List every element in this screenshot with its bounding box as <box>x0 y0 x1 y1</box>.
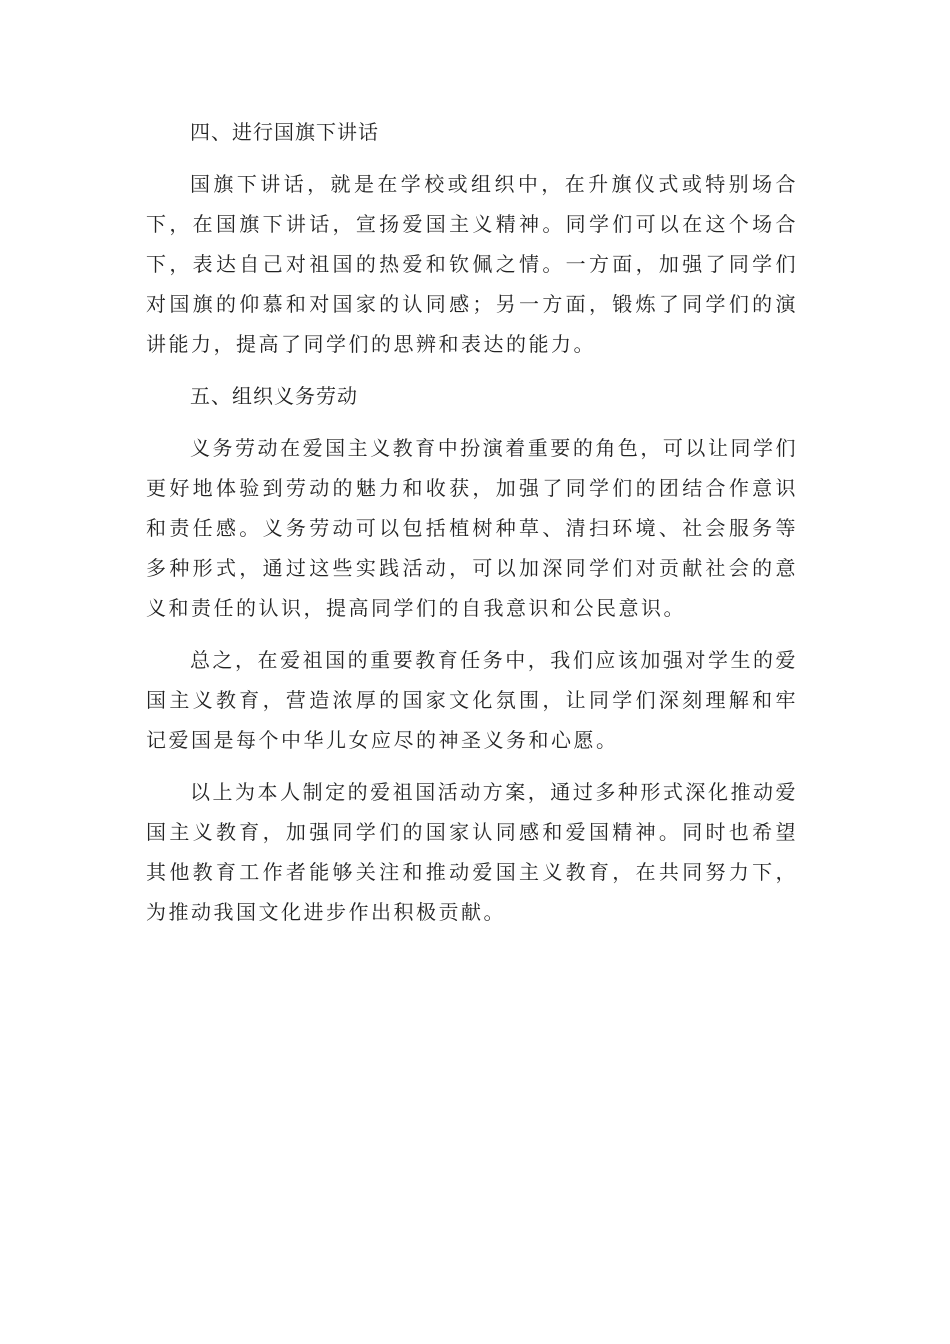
section-heading-labor: 五、组织义务劳动 <box>190 384 358 408</box>
section-paragraph-speech: 国旗下讲话，就是在学校或组织中，在升旗仪式或特别场合下，在国旗下讲话，宣扬爱国主义精神。同学们可以在这个场合下，表达自己对祖国的热爱和钦佩之情。一方面，加强了同学们对国旗的仰慕和对国家的认同感；另一方面，锻炼了同学们的演讲能力，提高了同学们的思辨和表达的能力。 <box>146 172 798 356</box>
document-body <box>146 112 798 932</box>
conclusion-paragraph: 总之，在爱祖国的重要教育任务中，我们应该加强对学生的爱国主义教育，营造浓厚的国家文化氛围，让同学们深刻理解和牢记爱国是每个中华儿女应尽的神圣义务和心愿。 <box>146 648 798 752</box>
closing-paragraph: 以上为本人制定的爱祖国活动方案，通过多种形式深化推动爱国主义教育，加强同学们的国家认同感和爱国精神。同时也希望其他教育工作者能够关注和推动爱国主义教育，在共同努力下，为推动我国文化进步作出积极贡献。 <box>146 780 798 924</box>
section-paragraph-labor: 义务劳动在爱国主义教育中扮演着重要的角色，可以让同学们更好地体验到劳动的魅力和收获，加强了同学们的团结合作意识和责任感。义务劳动可以包括植树种草、清扫环境、社会服务等多种形式，通过这些实践活动，可以加深同学们对贡献社会的意义和责任的认识，提高同学们的自我意识和公民意识。 <box>146 436 798 620</box>
section-heading-speech: 四、进行国旗下讲话 <box>190 120 379 144</box>
